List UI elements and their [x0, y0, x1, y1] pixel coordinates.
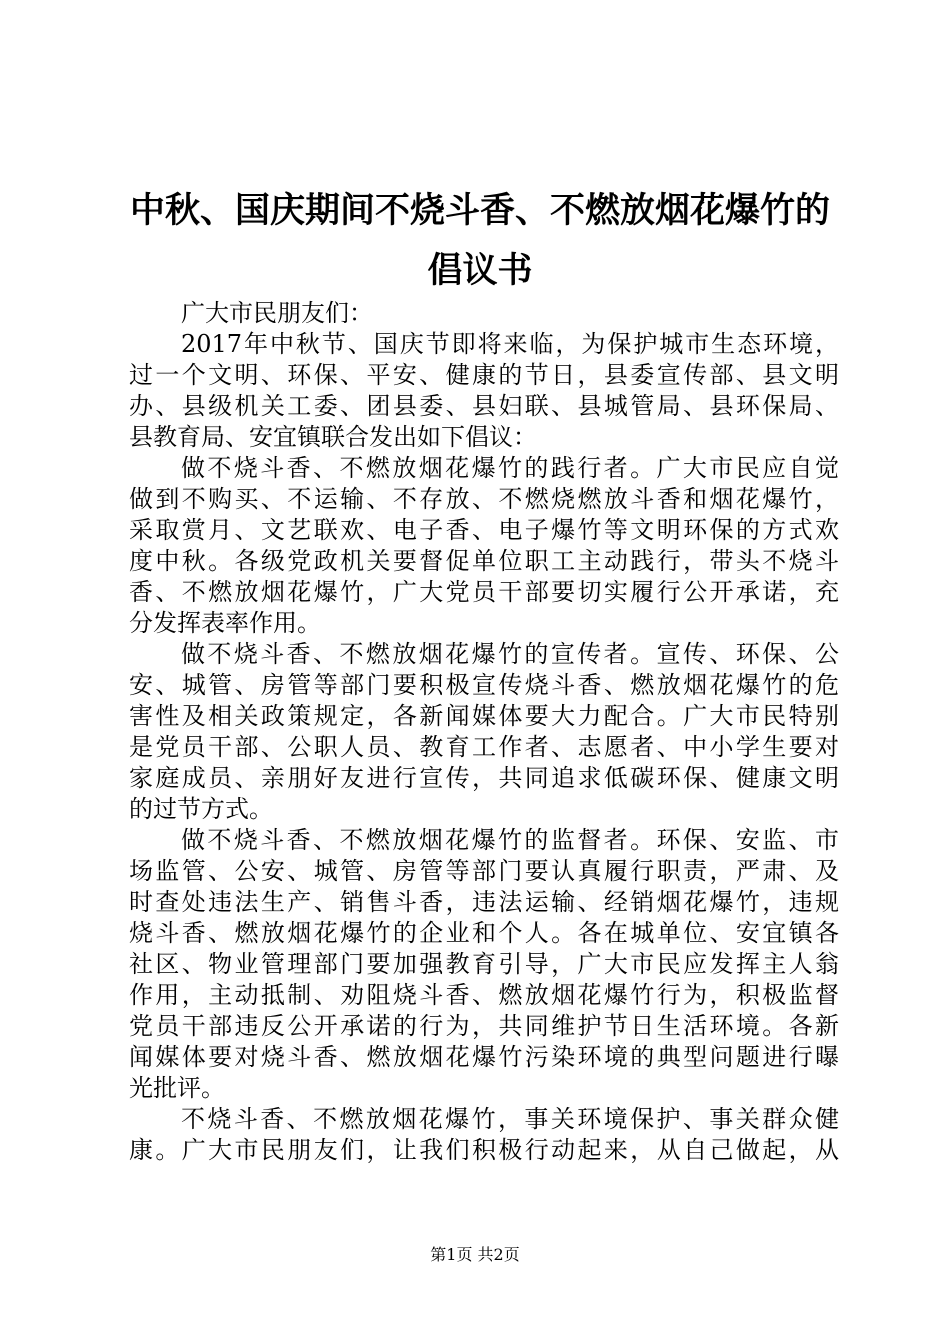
text-line: 场监管、公安、城管、房管等部门要认真履行职责，严肃、及	[129, 857, 839, 885]
text-line: 办、县级机关工委、团县委、县妇联、县城管局、县环保局、	[129, 392, 839, 420]
text-line: 烧斗香、燃放烟花爆竹的企业和个人。各在城单位、安宜镇各	[129, 919, 839, 947]
text-line: 害性及相关政策规定，各新闻媒体要大力配合。广大市民特别	[129, 702, 839, 730]
text-line: 不烧斗香、不燃放烟花爆竹，事关环境保护、事关群众健	[181, 1105, 839, 1133]
text-line: 时查处违法生产、销售斗香，违法运输、经销烟花爆竹，违规	[129, 888, 839, 916]
text-line: 党员干部违反公开承诺的行为，共同维护节日生活环境。各新	[129, 1012, 839, 1040]
text-line: 香、不燃放烟花爆竹，广大党员干部要切实履行公开承诺，充	[129, 578, 839, 606]
text-line: 度中秋。各级党政机关要督促单位职工主动践行，带头不烧斗	[129, 547, 839, 575]
document-title-line-2: 倡议书	[427, 250, 533, 291]
text-line: 做不烧斗香、不燃放烟花爆竹的监督者。环保、安监、市	[181, 826, 839, 854]
document-title-line-1: 中秋、国庆期间不烧斗香、不燃放烟花爆竹的	[129, 190, 830, 231]
text-line: 分发挥表率作用。	[129, 609, 321, 637]
paragraph-practitioner	[129, 453, 839, 639]
text-line: 闻媒体要对烧斗香、燃放烟花爆竹污染环境的典型问题进行曝	[129, 1043, 839, 1071]
text-line: 做不烧斗香、不燃放烟花爆竹的宣传者。宣传、环保、公	[181, 640, 839, 668]
text-line: 做到不购买、不运输、不存放、不燃烧燃放斗香和烟花爆竹，	[129, 485, 839, 513]
text-line: 康。广大市民朋友们，让我们积极行动起来，从自己做起，从	[129, 1136, 839, 1164]
paragraph-intro	[129, 329, 839, 453]
text-line: 光批评。	[129, 1074, 225, 1102]
text-line: 社区、物业管理部门要加强教育引导，广大市民应发挥主人翁	[129, 950, 839, 978]
text-line: 县教育局、安宜镇联合发出如下倡议：	[129, 423, 537, 451]
salutation: 广大市民朋友们：	[181, 299, 373, 327]
text-line: 安、城管、房管等部门要积极宣传烧斗香、燃放烟花爆竹的危	[129, 671, 839, 699]
text-line: 做不烧斗香、不燃放烟花爆竹的践行者。广大市民应自觉	[181, 454, 839, 482]
text-line: 的过节方式。	[129, 795, 273, 823]
paragraph-supervisor	[129, 825, 839, 1104]
text-line: 2017年中秋节、国庆节即将来临，为保护城市生态环境，	[181, 330, 839, 358]
page-number-footer: 第1页 共2页	[430, 1245, 520, 1264]
text-line: 过一个文明、环保、平安、健康的节日，县委宣传部、县文明	[129, 361, 839, 389]
text-line: 家庭成员、亲朋好友进行宣传，共同追求低碳环保、健康文明	[129, 764, 839, 792]
text-line: 是党员干部、公职人员、教育工作者、志愿者、中小学生要对	[129, 733, 839, 761]
paragraph-promoter	[129, 639, 839, 825]
text-line: 采取赏月、文艺联欢、电子香、电子爆竹等文明环保的方式欢	[129, 516, 839, 544]
text-line: 作用，主动抵制、劝阻烧斗香、燃放烟花爆竹行为，积极监督	[129, 981, 839, 1009]
document-body	[129, 298, 839, 1166]
paragraph-closing	[129, 1104, 839, 1166]
